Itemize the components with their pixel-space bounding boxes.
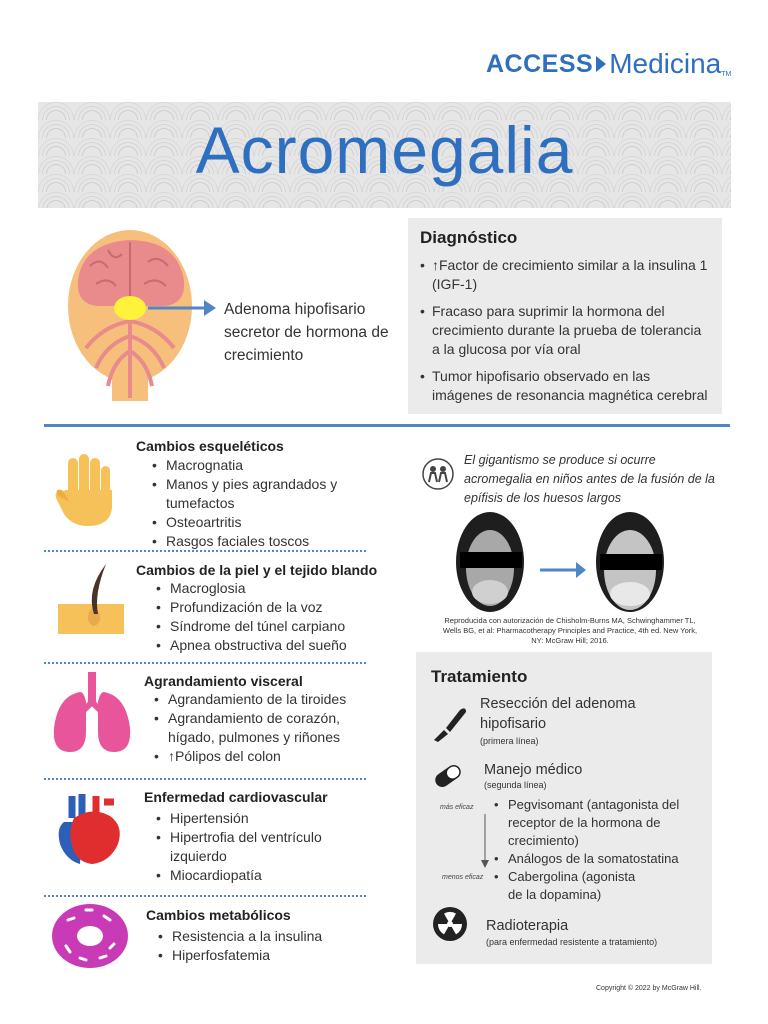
- page-title: Acromegalia: [195, 113, 574, 187]
- mas-eficaz-label: más eficaz: [440, 804, 474, 811]
- copyright: Copyright © 2022 by McGraw Hill.: [596, 985, 702, 992]
- menos-eficaz-label: menos eficaz: [442, 874, 484, 881]
- section-divider: [44, 895, 366, 897]
- tratamiento-title: Tratamiento: [431, 667, 528, 686]
- section-title-visceral: Agrandamiento visceral: [144, 673, 303, 689]
- section-title-esqueleticos: Cambios esqueléticos: [136, 438, 284, 454]
- list-item: • Macroglosia: [154, 579, 374, 598]
- list-item: • ↑Pólipos del colon: [152, 747, 374, 766]
- brain-head-icon: [68, 226, 218, 401]
- skin-hair-icon: [58, 564, 126, 636]
- tratamiento-item: • Pegvisomant (antagonista del receptor de la hormona de crecimiento): [494, 796, 694, 850]
- diagnostico-item: • ↑Factor de crecimiento similar a la insulina 1 (IGF-1): [420, 256, 710, 294]
- section-divider: [44, 662, 366, 664]
- list-item: • Agrandamiento de corazón, hígado, pulmones y riñones: [152, 709, 374, 747]
- scalpel-icon: [430, 704, 470, 744]
- manejo-medico-line: (segunda línea): [484, 780, 547, 790]
- adenoma-description: Adenoma hipofisario secretor de hormona de crecimiento: [224, 301, 389, 364]
- heart-icon: [52, 792, 126, 866]
- list-item: • Osteoartritis: [150, 513, 360, 532]
- list-item: • Síndrome del túnel carpiano: [154, 617, 374, 636]
- section-title-cardiovascular: Enfermedad cardiovascular: [144, 789, 328, 805]
- list-item: • Manos y pies agrandados y tumefactos: [150, 475, 360, 513]
- diagnostico-title: Diagnóstico: [420, 228, 518, 247]
- tratamiento-item: • Análogos de la somatostatina: [494, 850, 694, 868]
- list-item: • Agrandamiento de la tiroides: [152, 690, 374, 709]
- radioterapia-note: (para enfermedad resistente a tratamiento): [486, 937, 658, 947]
- manejo-medico-label: Manejo médico: [484, 762, 583, 778]
- list-item: • Apnea obstructiva del sueño: [154, 636, 374, 655]
- tratamiento-item: • Cabergolina (agonista de la dopamina): [494, 868, 644, 904]
- section-title-metabolicos: Cambios metabólicos: [146, 907, 291, 923]
- gigantismo-note: El gigantismo se produce si ocurre acromegalia en niños antes de la fusión de la epífisis de los huesos largos: [464, 453, 715, 505]
- donut-icon: [50, 902, 130, 970]
- radioterapia-label: Radioterapia: [486, 918, 569, 934]
- list-item: • Profundización de la voz: [154, 598, 374, 617]
- pill-icon: [432, 760, 464, 792]
- section-divider: [44, 424, 730, 427]
- list-item: • Macrognatia: [150, 456, 360, 475]
- section-divider: [44, 550, 366, 552]
- section-title-piel: Cambios de la piel y el tejido blando: [136, 562, 378, 578]
- hand-icon: [52, 452, 116, 528]
- list-item: • Hiperfosfatemia: [156, 946, 376, 965]
- list-item: • Hipertensión: [154, 809, 374, 828]
- photo-credit: Reproducida con autorización de Chisholm-Burns MA, Schwinghammer TL, Wells BG, et al: Pharmacotherapy Principles and Practice, 4th ed. New York, NY: McGraw Hill; 2016.: [442, 616, 698, 645]
- tratamiento-box: [416, 652, 712, 964]
- radiation-icon: [432, 906, 468, 942]
- lungs-icon: [50, 672, 134, 754]
- access-medicina-logo: ACCESS Medicina TM: [486, 48, 732, 79]
- title-banner: [38, 102, 731, 208]
- logo-arrow-icon: [596, 56, 606, 72]
- reseccion-line: (primera línea): [480, 736, 539, 746]
- list-item: • Miocardiopatía: [154, 866, 374, 885]
- patient-photos: [454, 510, 668, 614]
- diagnostico-item: • Tumor hipofisario observado en las imágenes de resonancia magnética cerebral: [420, 367, 710, 405]
- children-icon: [422, 458, 454, 490]
- diagnostico-box: [408, 218, 722, 414]
- list-item: • Resistencia a la insulina: [156, 927, 376, 946]
- list-item: • Rasgos faciales toscos: [150, 532, 360, 551]
- section-divider: [44, 778, 366, 780]
- list-item: • Hipertrofia del ventrículo izquierdo: [154, 828, 374, 866]
- diagnostico-item: • Fracaso para suprimir la hormona del crecimiento durante la prueba de tolerancia a la glucosa por vía oral: [420, 302, 710, 359]
- reseccion-label: Resección del adenoma hipofisario: [480, 696, 636, 732]
- efficacy-arrow-icon: [480, 814, 490, 868]
